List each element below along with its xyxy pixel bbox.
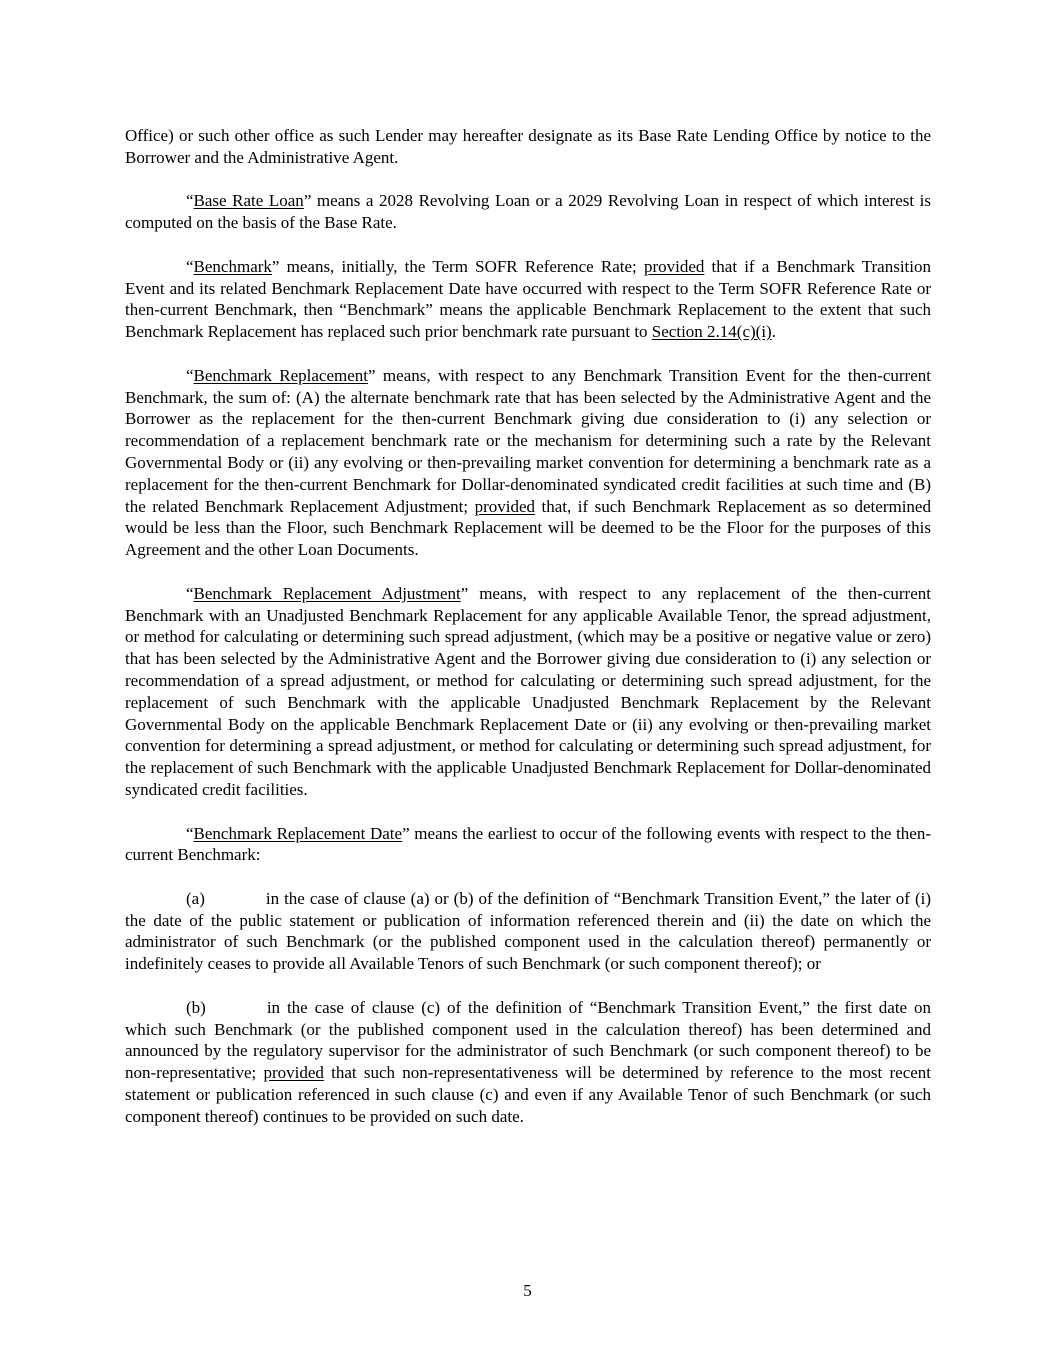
open-quote: “	[186, 583, 194, 603]
definition-text: means, initially, the Term SOFR Reference Rate;	[279, 256, 644, 276]
definition-benchmark-replacement-date	[125, 823, 931, 867]
clause-a	[125, 888, 931, 975]
open-quote: “	[186, 256, 194, 276]
definition-base-rate-loan	[125, 190, 931, 234]
close-quote: ”	[460, 583, 469, 603]
page-number: 5	[523, 1281, 532, 1300]
definition-text: means the earliest to occur of the following events with respect to the then-current Benchmark:	[125, 823, 931, 865]
defined-term: Benchmark Replacement	[193, 365, 369, 385]
close-quote: ”	[402, 823, 410, 843]
defined-term: Benchmark	[193, 256, 272, 276]
defined-term: Base Rate Loan	[193, 191, 304, 211]
definition-text: means a 2028 Revolving Loan or a 2029 Revolving Loan in respect of which interest is computed on the basis of the Base Rate.	[125, 191, 931, 233]
open-quote: “	[186, 823, 194, 843]
clause-label: (b)	[186, 997, 206, 1017]
provided-term: provided	[263, 1063, 324, 1083]
defined-term: Benchmark Replacement Date	[193, 823, 403, 843]
definition-text: means, with respect to any replacement of the then-current Benchmark with an Unadjusted Benchmark Replacement for any applicable Available Tenor, the spread adjustment, or method for calculating or determining such spread adjustment, (which may be a positive or negative value or zero) that has been selected by the Administrative Agent and the Borrower giving due consideration to (i) any selection or recommendation of a spread adjustment, or method for calculating or determining such spread adjustment, for the replacement of such Benchmark with the applicable Unadjusted Benchmark Replacement by the Relevant Governmental Body on the applicable Benchmark Replacement Date or (ii) any evolving or then-prevailing market convention for determining a spread adjustment, or method for calculating or determining such spread adjustment, for the replacement of such Benchmark with the applicable Unadjusted Benchmark Replacement for Dollar-denominated syndicated credit facilities.	[125, 583, 931, 799]
section-reference: Section 2.14(c)(i)	[651, 322, 772, 342]
definition-benchmark	[125, 256, 931, 343]
definition-text: .	[771, 322, 776, 342]
clause-label: (a)	[186, 888, 205, 908]
open-quote: “	[186, 191, 194, 211]
open-quote: “	[186, 365, 194, 385]
definition-text: that, if such Benchmark Replacement as so determined would be less than the Floor, such Benchmark Replacement will be deemed to be the Floor for the purposes of this Agreement and the other Loan Documents.	[125, 496, 931, 560]
definition-text: that if a Benchmark Transition Event and its related Benchmark Replacement Date have occurred with respect to the Term SOFR Reference Rate or then-current Benchmark, then “Benchmark” means the applicable Benchmark Replacement to the extent that such Benchmark Replacement has replaced such prior benchmark rate pursuant to	[125, 256, 931, 342]
definition-benchmark-replacement-adjustment	[125, 583, 931, 801]
paragraph-base-rate-lending-office-continued	[125, 125, 931, 169]
close-quote: ”	[368, 365, 376, 385]
definition-text: means, with respect to any Benchmark Transition Event for the then-current Benchmark, the sum of: (A) the alternate benchmark rate that has been selected by the Administrative Agent and the Borrower as the replacement for the then-current Benchmark giving due consideration to (i) any selection or recommendation of a replacement benchmark rate or the mechanism for determining such a rate by the Relevant Governmental Body or (ii) any evolving or then-prevailing market convention for determining a benchmark rate as a replacement for the then-current Benchmark for Dollar-denominated syndicated credit facilities at such time and (B) the related Benchmark Replacement Adjustment;	[125, 365, 931, 516]
close-quote: ”	[303, 191, 312, 211]
clause-b	[125, 997, 931, 1128]
definition-benchmark-replacement	[125, 365, 931, 561]
clause-text: in the case of clause (c) of the definition of “Benchmark Transition Event,” the first date on which such Benchmark (or the published component used in the calculation thereof) has been determined and announced by the regulatory supervisor for the administrator of such Benchmark (or such component thereof) to be non-representative;	[125, 997, 931, 1083]
defined-term: Benchmark Replacement Adjustment	[193, 583, 461, 603]
paragraph-text: Office) or such other office as such Lender may hereafter designate as its Base Rate Lending Office by notice to the Borrower and the Administrative Agent.	[125, 126, 931, 167]
provided-term: provided	[643, 256, 705, 276]
clause-text: in the case of clause (a) or (b) of the definition of “Benchmark Transition Event,” the later of (i) the date of the public statement or publication of information referenced therein and (ii) the date on which the administrator of such Benchmark (or the published component used in the calculation thereof) permanently or indefinitely ceases to provide all Available Tenors of such Benchmark (or such component thereof); or	[125, 888, 931, 974]
provided-term: provided	[474, 496, 536, 516]
clause-text: that such non-representativeness will be determined by reference to the most recent statement or publication referenced in such clause (c) and even if any Available Tenor of such Benchmark (or such component thereof) continues to be provided on such date.	[125, 1063, 932, 1126]
document-page	[125, 125, 931, 1149]
close-quote: ”	[271, 256, 280, 276]
